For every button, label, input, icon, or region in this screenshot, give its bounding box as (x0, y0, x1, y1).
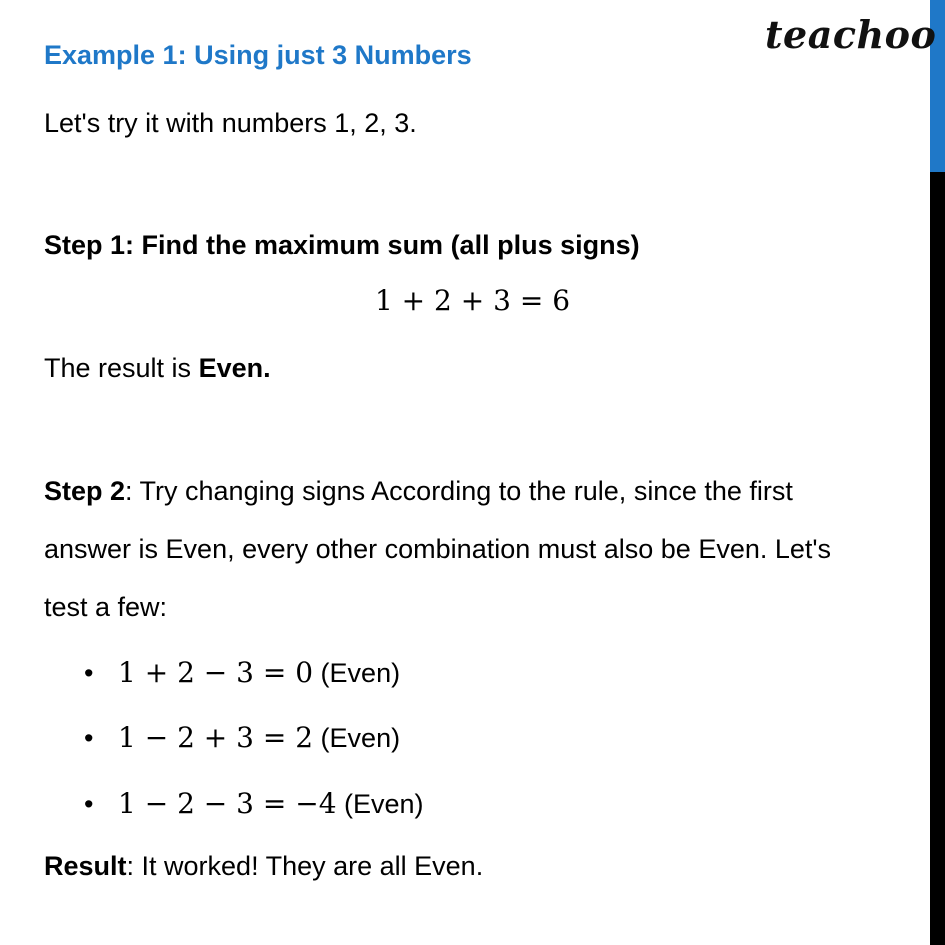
step1-result-bold: Even. (198, 353, 271, 383)
step2-label: Step 2 (44, 476, 126, 506)
result-label: Result (44, 851, 127, 881)
step2-line1 (44, 476, 793, 507)
bullet-dot: • (84, 723, 94, 753)
step1-label (44, 230, 640, 261)
intro-text: Let's try it with numbers 1, 2, 3. (44, 108, 417, 138)
step1-result-prefix: The result is (44, 353, 199, 383)
bullet-equation: 1 − 2 − 3 = −4 (118, 787, 337, 820)
bullet-item (84, 721, 400, 754)
bullet-equation: 1 + 2 − 3 = 0 (118, 656, 314, 689)
bullet-note: (Even) (336, 789, 424, 819)
bullet-note: (Even) (313, 658, 401, 688)
example-heading: Example 1: Using just 3 Numbers (44, 40, 472, 70)
result-line (44, 851, 483, 882)
step2-line3: test a few: (44, 592, 168, 622)
step1-equation: 1 + 2 + 3 = 6 (374, 284, 571, 317)
bullet-note: (Even) (313, 723, 401, 753)
step1-result (44, 353, 271, 384)
bullet-item (84, 656, 400, 689)
step2-line2: answer is Even, every other combination must also be Even. Let's (44, 534, 832, 564)
bullet-equation: 1 − 2 + 3 = 2 (118, 721, 314, 754)
step1-label-text: Step 1: Find the maximum sum (all plus signs) (44, 230, 640, 260)
step2-line1-text: : Try changing signs According to the rule, since the first (125, 476, 793, 506)
bullet-dot: • (84, 658, 94, 688)
bullet-item (84, 787, 424, 820)
bullet-dot: • (84, 789, 94, 819)
result-text: : It worked! They are all Even. (126, 851, 484, 881)
teachoo-logo: teachoo (765, 12, 937, 57)
